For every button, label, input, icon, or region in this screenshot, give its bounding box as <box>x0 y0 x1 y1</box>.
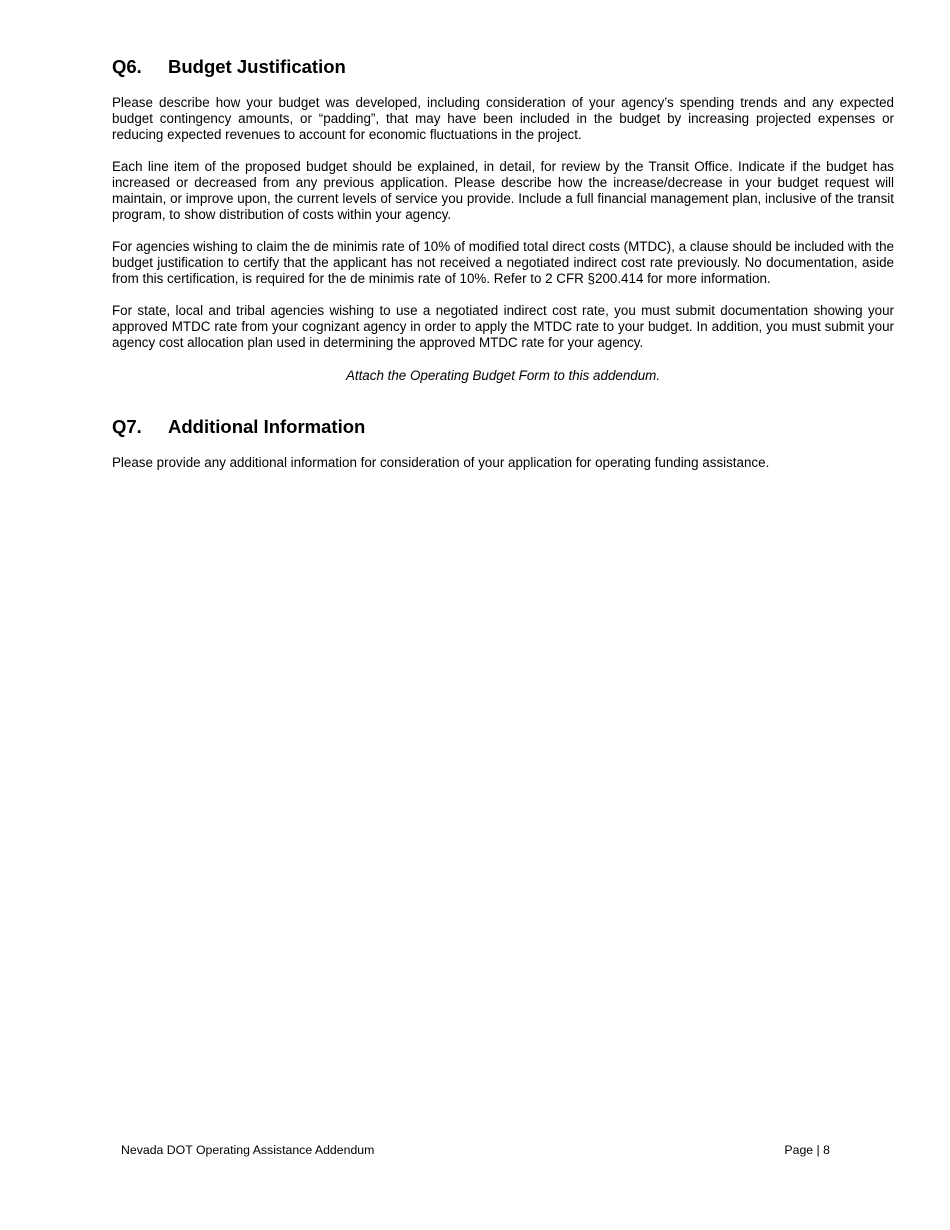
q6-paragraph-2: Each line item of the proposed budget should be explained, in detail, for review by the Transit Office. Indicate if the budget has increased or decreased from any previous application. Please describe how the increase/decrease in your budget request will maintain, or improve upon, the current levels of service you provide. Include a full financial management plan, inclusive of the transit program, to show distribution of costs within your agency. <box>112 159 894 222</box>
q6-paragraph-1: Please describe how your budget was developed, including consideration of your agency’s spending trends and any expected budget contingency amounts, or “padding”, that may have been included in the budget by increasing projected expenses or reducing expected revenues to account for economic fluctuations in the project. <box>112 95 894 142</box>
footer-document-title: Nevada DOT Operating Assistance Addendum <box>121 1143 375 1157</box>
q6-title: Budget Justification <box>168 56 346 77</box>
q7-paragraph: Please provide any additional information for consideration of your application for operating funding assistance. <box>112 455 770 470</box>
q6-number: Q6. <box>112 56 142 77</box>
q6-paragraph-4: For state, local and tribal agencies wishing to use a negotiated indirect cost rate, you must submit documentation showing your approved MTDC rate from your cognizant agency in order to apply the MTDC rate to your budget. In addition, you must submit your agency cost allocation plan used in determining the approved MTDC rate for your agency. <box>112 303 894 350</box>
q7-heading <box>112 416 365 438</box>
q6-paragraph-3: For agencies wishing to claim the de minimis rate of 10% of modified total direct costs (MTDC), a clause should be included with the budget justification to certify that the applicant has not received a negotiated indirect cost rate previously. No documentation, aside from this certification, is required for the de minimis rate of 10%. Refer to 2 CFR §200.414 for more information. <box>112 239 894 286</box>
q7-title: Additional Information <box>168 416 366 437</box>
q7-number: Q7. <box>112 416 142 437</box>
footer-page-number: Page | 8 <box>784 1143 830 1157</box>
q6-heading <box>112 56 346 78</box>
attach-note: Attach the Operating Budget Form to this addendum. <box>345 368 661 383</box>
